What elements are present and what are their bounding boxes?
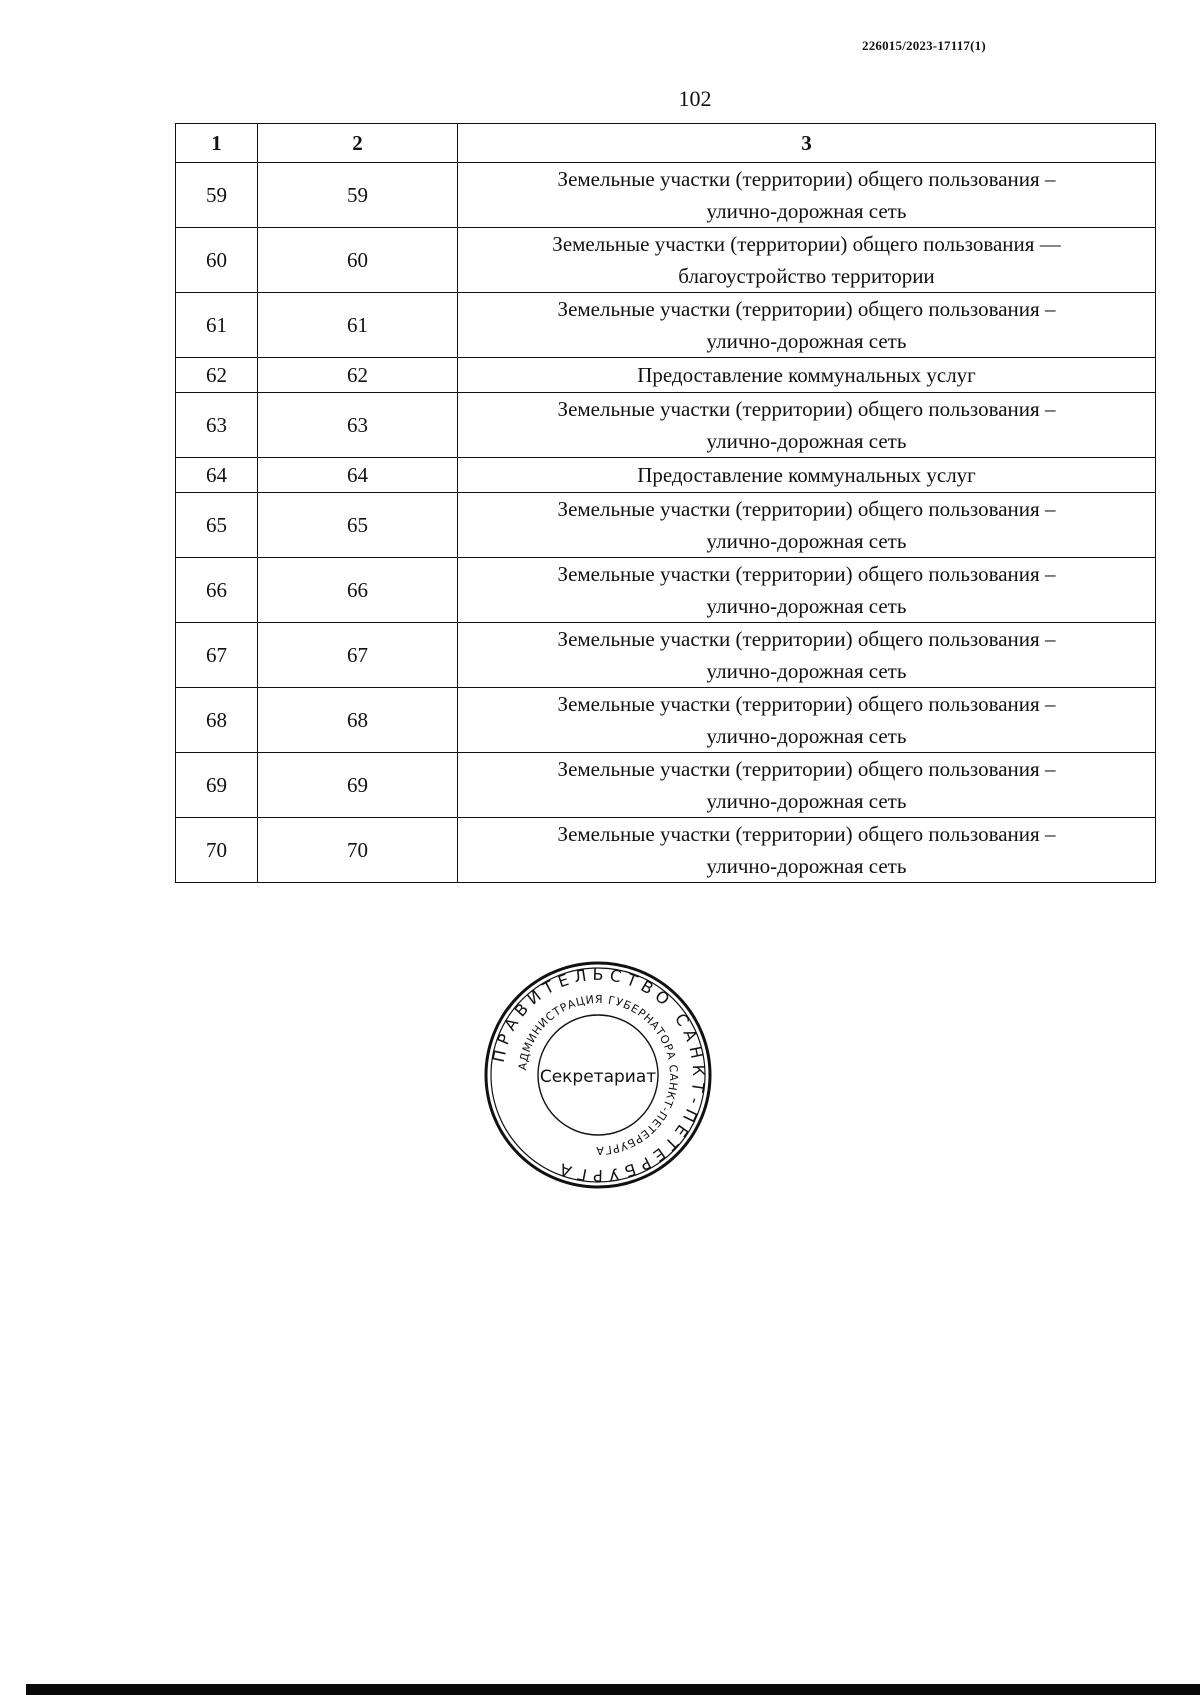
table-row — [176, 228, 1156, 293]
cell-col-1: 68 — [176, 688, 258, 753]
table-row — [176, 818, 1156, 883]
cell-text-line-2: улично-дорожная сеть — [706, 594, 907, 618]
cell-col-3 — [458, 753, 1156, 818]
cell-col-1: 61 — [176, 293, 258, 358]
cell-col-2: 67 — [258, 623, 458, 688]
cell-col-3 — [458, 493, 1156, 558]
cell-text-line-1: Земельные участки (территории) общего пользования — — [552, 232, 1061, 256]
cell-text-line-2: улично-дорожная сеть — [706, 329, 907, 353]
cell-col-1: 62 — [176, 358, 258, 393]
page-number: 102 — [678, 86, 712, 111]
cell-col-3 — [458, 228, 1156, 293]
cell-text-line-1: Предоставление коммунальных услуг — [637, 463, 976, 487]
data-table — [175, 123, 1156, 883]
cell-text-line-2: улично-дорожная сеть — [706, 429, 907, 453]
table-row — [176, 623, 1156, 688]
table-row — [176, 458, 1156, 493]
cell-col-2: 63 — [258, 393, 458, 458]
cell-text-line-1: Земельные участки (территории) общего пользования – — [557, 692, 1056, 716]
table-row — [176, 688, 1156, 753]
table-row — [176, 493, 1156, 558]
table-row — [176, 393, 1156, 458]
table-header-row — [176, 124, 1156, 163]
document-id: 226015/2023-17117(1) — [862, 38, 986, 53]
cell-text-line-2: благоустройство территории — [678, 264, 935, 288]
table-row — [176, 753, 1156, 818]
cell-col-1: 63 — [176, 393, 258, 458]
cell-text-line-1: Земельные участки (территории) общего пользования – — [557, 627, 1056, 651]
stamp-center-text: Секретариат — [539, 1067, 657, 1087]
table-body — [176, 163, 1156, 883]
cell-col-2: 66 — [258, 558, 458, 623]
scan-edge-bar — [26, 1684, 1200, 1695]
cell-col-1: 70 — [176, 818, 258, 883]
cell-col-2: 69 — [258, 753, 458, 818]
cell-text-line-2: улично-дорожная сеть — [706, 199, 907, 223]
official-stamp — [483, 960, 713, 1190]
table-row — [176, 163, 1156, 228]
cell-col-1: 64 — [176, 458, 258, 493]
cell-col-3 — [458, 558, 1156, 623]
cell-col-2: 64 — [258, 458, 458, 493]
cell-col-1: 65 — [176, 493, 258, 558]
cell-text-line-1: Земельные участки (территории) общего пользования – — [557, 397, 1056, 421]
cell-text-line-1: Предоставление коммунальных услуг — [637, 363, 976, 387]
cell-text-line-1: Земельные участки (территории) общего пользования – — [557, 297, 1056, 321]
stamp-inner-text: АДМИНИСТРАЦИЯ ГУБЕРНАТОРА САНКТ-ПЕТЕРБУРГА — [516, 992, 681, 1158]
cell-col-2: 61 — [258, 293, 458, 358]
cell-text-line-1: Земельные участки (территории) общего пользования – — [557, 562, 1056, 586]
cell-text-line-2: улично-дорожная сеть — [706, 659, 907, 683]
column-header-2: 2 — [258, 124, 458, 163]
cell-text-line-1: Земельные участки (территории) общего пользования – — [557, 822, 1056, 846]
cell-col-3 — [458, 818, 1156, 883]
cell-col-1: 69 — [176, 753, 258, 818]
cell-col-3 — [458, 688, 1156, 753]
cell-text-line-1: Земельные участки (территории) общего пользования – — [557, 167, 1056, 191]
stamp-outer-text: ПРАВИТЕЛЬСТВО САНКТ-ПЕТЕРБУРГА — [488, 964, 709, 1186]
cell-col-2: 65 — [258, 493, 458, 558]
table-row — [176, 558, 1156, 623]
cell-text-line-1: Земельные участки (территории) общего пользования – — [557, 497, 1056, 521]
cell-text-line-1: Земельные участки (территории) общего пользования – — [557, 757, 1056, 781]
cell-col-1: 59 — [176, 163, 258, 228]
column-header-1: 1 — [176, 124, 258, 163]
cell-col-3 — [458, 293, 1156, 358]
cell-col-2: 70 — [258, 818, 458, 883]
cell-col-2: 59 — [258, 163, 458, 228]
cell-col-2: 62 — [258, 358, 458, 393]
cell-text-line-2: улично-дорожная сеть — [706, 854, 907, 878]
cell-col-1: 67 — [176, 623, 258, 688]
cell-col-3 — [458, 393, 1156, 458]
cell-col-2: 68 — [258, 688, 458, 753]
table-row — [176, 293, 1156, 358]
cell-col-3 — [458, 458, 1156, 493]
cell-col-3 — [458, 623, 1156, 688]
cell-col-1: 66 — [176, 558, 258, 623]
cell-text-line-2: улично-дорожная сеть — [706, 529, 907, 553]
cell-col-3 — [458, 163, 1156, 228]
cell-col-2: 60 — [258, 228, 458, 293]
table-row — [176, 358, 1156, 393]
cell-col-1: 60 — [176, 228, 258, 293]
cell-col-3 — [458, 358, 1156, 393]
cell-text-line-2: улично-дорожная сеть — [706, 724, 907, 748]
cell-text-line-2: улично-дорожная сеть — [706, 789, 907, 813]
column-header-3: 3 — [458, 124, 1156, 163]
